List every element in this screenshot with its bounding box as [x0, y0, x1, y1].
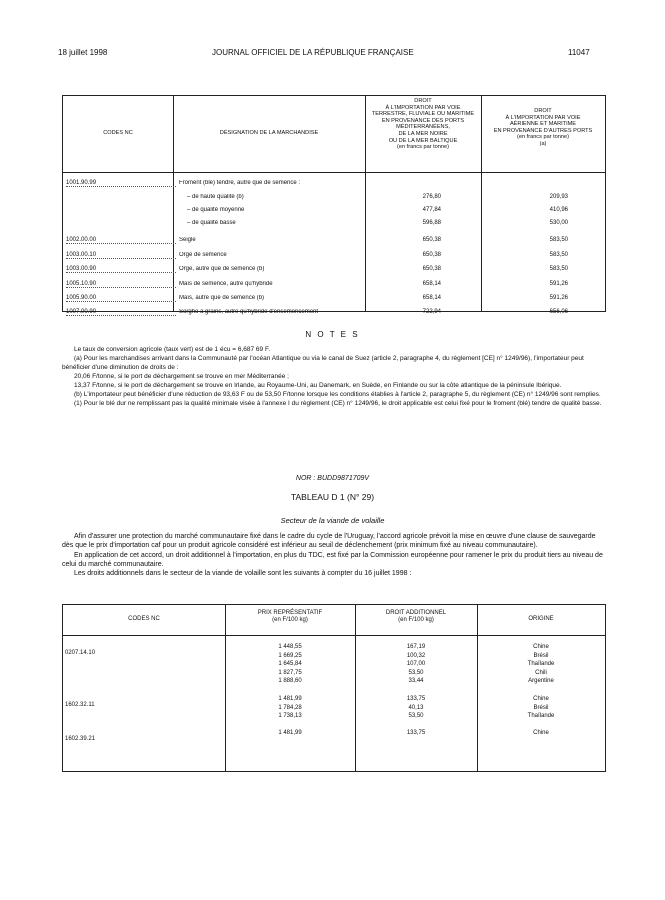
row-code: 1003.00.90	[66, 266, 176, 273]
group-prix: 1 448,55	[278, 644, 302, 650]
row-droit-terrestre: 658,14	[422, 295, 441, 301]
header-date: 18 juillet 1998	[58, 48, 108, 57]
notes-section	[62, 345, 606, 408]
group-code: 1602.39.21	[65, 736, 96, 742]
col-header-designation: DÉSIGNATION DE LA MARCHANDISE	[219, 130, 319, 136]
col-header-prix-unit: (en F/100 kg)	[272, 617, 308, 623]
group-prix: 1 888,60	[278, 678, 302, 684]
row-droit-aerienne: 209,93	[549, 194, 568, 200]
row-droit-terrestre: 722,94	[422, 309, 441, 315]
col-header-droit-terrestre	[365, 98, 481, 151]
row-code: 1007.00.90	[66, 309, 176, 316]
poultry-duty-table	[62, 604, 606, 772]
note-a-med: 20,06 F/tonne, si le port de déchargement se trouve en mer Méditerranée ;	[74, 373, 289, 380]
col-header-line: TERRESTRE, FLUVIALE OU MARITIME	[371, 111, 475, 118]
table-row	[63, 309, 605, 323]
group-prix: 1 827,75	[278, 669, 302, 676]
table-row	[63, 180, 605, 194]
col-header-codes: CODES NC	[103, 130, 133, 136]
col-header-droit-aerienne	[481, 108, 605, 148]
header-divider	[63, 172, 605, 173]
table-row	[63, 237, 605, 251]
row-droit-terrestre: 658,14	[422, 281, 441, 287]
group-origine: Thaïlande	[527, 661, 555, 667]
row-designation: Maïs, autre que de semence (b)	[179, 295, 265, 301]
group-droit: 100,32	[406, 652, 426, 659]
group-origine: Thaïlande	[527, 713, 555, 719]
row-code: 1005.10.90	[66, 281, 176, 288]
group-droit: 133,75	[406, 730, 426, 736]
tableau-title: TABLEAU D 1 (N° 29)	[290, 492, 375, 502]
row-code: 1003.00.10	[66, 252, 176, 259]
row-droit-terrestre: 650,38	[422, 266, 441, 272]
group-prix: 1 481,99	[278, 696, 302, 702]
header-journal: JOURNAL OFFICIEL DE LA RÉPUBLIQUE FRANÇAISE	[212, 48, 414, 57]
table-row	[63, 207, 605, 221]
group-droit: 33,44	[408, 678, 424, 684]
row-droit-aerienne: 583,50	[549, 237, 568, 243]
col-header-origine: ORIGINE	[528, 616, 554, 622]
note-conversion: Le taux de conversion agricole (taux vert) est de 1 écu = 6,687 69 F.	[74, 346, 271, 353]
group-droit: 167,19	[406, 644, 426, 650]
group-prix: 1 481,99	[278, 730, 302, 736]
group-droit: 53,50	[408, 713, 424, 719]
row-designation: – de qualité moyenne	[187, 207, 245, 213]
cereals-duty-table	[62, 95, 606, 315]
group-prix: 1 645,84	[278, 661, 302, 667]
row-droit-terrestre: 650,38	[422, 237, 441, 243]
col-header-line: OU DE LA MER BALTIQUE	[388, 137, 458, 144]
row-code: 1001.90.99	[66, 180, 176, 187]
column-divider	[477, 605, 478, 771]
nor-reference: NOR : BUDD9871709V	[295, 475, 370, 482]
col-header-prix	[225, 610, 355, 624]
group-prix: 1 738,13	[278, 713, 302, 719]
row-droit-terrestre: 477,84	[422, 207, 441, 213]
group-prix: 1 669,25	[278, 652, 302, 659]
row-designation: Orge, autre que de semence (b)	[179, 266, 265, 272]
row-droit-terrestre: 596,88	[422, 220, 441, 226]
row-droit-terrestre: 650,38	[422, 252, 441, 258]
body-paragraph: En application de cet accord, un droit additionnel à l'importation, en plus du TDC, est fixé par la Commission européenne pour ramener le prix du produit tiers au niveau de celui du marché communautaire.	[62, 551, 603, 568]
table-row	[63, 252, 605, 266]
row-designation: – de haute qualité (b)	[187, 194, 244, 200]
header-page: 11047	[568, 48, 590, 57]
body-paragraph: Afin d'assurer une protection du marché communautaire fixé dans le cadre du cycle de l'Uruguay, l'accord agricole prévoit la mise en œuvre d'une clause de sauvegarde dès que le prix d'importation caf pour un produit agricole considéré est inférieur au seuil de déclenchement (prix minimum fixé au niveau communautaire).	[62, 533, 596, 550]
row-code: 1005.90.00	[66, 295, 176, 302]
table-row	[63, 194, 605, 208]
group-droit: 53,50	[408, 669, 424, 676]
row-designation: Froment (blé) tendre, autre que de semence :	[179, 180, 301, 186]
col-header-line: DE LA MER NOIRE	[398, 130, 448, 137]
group-droit: 133,75	[406, 696, 426, 702]
col-header-droit-title: DROIT ADDITIONNEL	[385, 610, 447, 616]
note-1: (1) Pour le blé dur ne remplissant pas la qualité minimale visée à l'annexe I du règlement (CE) n° 1249/96, le droit applicable est celui fixé pour le froment (blé) tendre de qualité basse.	[74, 400, 602, 407]
note-a: (a) Pour les marchandises arrivant dans la Communauté par l'océan Atlantique ou via le canal de Suez (article 2, paragraphe 4, du règlement [CE] n° 1249/96), l'importateur peut bénéficier d'une diminution de droits de :	[62, 355, 584, 371]
header-divider	[63, 635, 605, 636]
group-origine: Argentine	[528, 678, 554, 684]
row-designation: Orge de semence	[179, 252, 227, 258]
col-header-codes: CODES NC	[128, 616, 160, 622]
row-droit-aerienne: 583,50	[549, 252, 568, 258]
group-origine: Chine	[533, 730, 549, 736]
col-header-droit-unit: (en F/100 kg)	[398, 617, 434, 623]
col-header-line: DROIT	[414, 98, 432, 104]
group-code: 0207.14.10	[65, 650, 96, 656]
group-origine: Chine	[533, 696, 549, 702]
row-code: 1002.00.00	[66, 237, 176, 244]
row-designation: Maïs de semence, autre qu'hybride	[179, 281, 273, 287]
notes-title: N O T E S	[305, 330, 360, 339]
group-code: 1602.32.11	[65, 702, 95, 708]
col-header-prix-title: PRIX REPRÉSENTATIF	[257, 610, 323, 616]
table-row	[63, 266, 605, 280]
col-header-line: AÉRIENNE ET MARITIME	[509, 121, 577, 128]
body-text	[62, 532, 606, 578]
group-origine: Chine	[533, 644, 549, 650]
body-paragraph: Les droits additionnels dans le secteur de la viande de volaille sont les suivants à compter du 16 juillet 1998 :	[74, 570, 412, 578]
group-droit: 107,00	[406, 661, 426, 667]
row-droit-aerienne: 591,26	[549, 295, 568, 301]
row-droit-aerienne: 583,50	[549, 266, 568, 272]
row-droit-aerienne: 591,26	[549, 281, 568, 287]
note-b: (b) L'importateur peut bénéficier d'une réduction de 93,63 F ou de 53,50 F/tonne lorsque les conditions établies à l'article 2, paragraphe 5, du règlement (CE) n° 1249/96 sont remplies.	[74, 391, 601, 398]
group-origine: Brésil	[533, 652, 549, 659]
note-a-atl: 13,37 F/tonne, si le port de déchargement se trouve en Irlande, au Royaume-Uni, au Danemark, en Suède, en Finlande ou sur la côte atlantique de la péninsule Ibérique.	[74, 382, 562, 389]
col-header-line: (a)	[539, 140, 547, 147]
col-header-line: EN PROVENANCE D'AUTRES PORTS	[493, 127, 593, 134]
group-origine: Brésil	[533, 704, 549, 711]
row-droit-aerienne: 656,06	[549, 309, 568, 315]
col-header-line: À L'IMPORTATION PAR VOIE	[385, 104, 461, 111]
row-designation: Seigle	[179, 237, 196, 243]
sector-title: Secteur de la viande de volaille	[280, 516, 385, 525]
row-designation: Sorgho à grains, autre qu'hybride d'ensemencement	[179, 309, 319, 315]
row-droit-terrestre: 276,80	[422, 194, 441, 200]
col-header-line: EN PROVENANCE DES PORTS	[381, 117, 465, 124]
row-droit-aerienne: 410,96	[549, 207, 568, 213]
col-header-line: (en francs par tonne)	[397, 144, 449, 151]
column-divider	[355, 605, 356, 771]
col-header-line: À L'IMPORTATION PAR VOIE	[505, 114, 581, 121]
col-header-line: DROIT	[534, 108, 552, 114]
col-header-line: MÉDITERRANÉENS,	[396, 124, 450, 131]
group-origine: Chili	[535, 669, 547, 676]
table-row	[63, 220, 605, 234]
column-divider	[225, 605, 226, 771]
table-row	[63, 281, 605, 295]
row-designation: – de qualité basse	[187, 220, 236, 226]
row-droit-aerienne: 530,00	[549, 220, 568, 226]
group-droit: 40,13	[408, 704, 424, 711]
col-header-droit	[355, 610, 477, 624]
group-prix: 1 784,28	[278, 704, 302, 711]
table-row	[63, 295, 605, 309]
col-header-line: (en francs par tonne)	[517, 134, 569, 141]
